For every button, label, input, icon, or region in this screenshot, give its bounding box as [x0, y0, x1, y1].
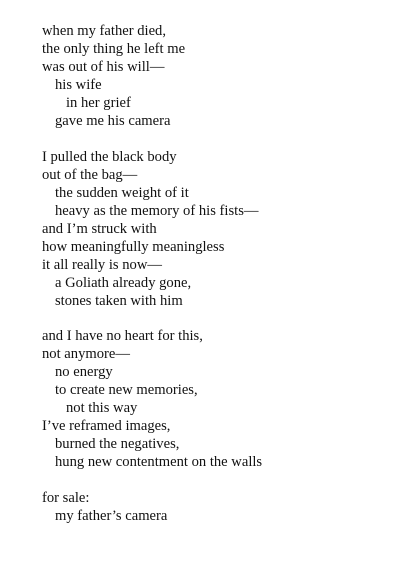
poem-stanza	[42, 327, 262, 471]
poem-line: was out of his will—	[42, 59, 165, 75]
poem-line: gave me his camera	[55, 113, 171, 129]
poem-line: stones taken with him	[55, 292, 183, 309]
poem-line: heavy as the memory of his fists—	[55, 202, 259, 219]
poem-line: the only thing he left me	[42, 41, 186, 57]
poem-line: the sudden weight of it	[55, 184, 189, 201]
poem-line: to create new memories,	[55, 382, 198, 399]
poem-line: his wife	[55, 77, 102, 93]
poem-line: hung new contentment on the walls	[55, 454, 263, 471]
poem-line: no energy	[55, 364, 113, 381]
poem-line: it all really is now—	[42, 256, 162, 273]
poem-line: for sale:	[42, 489, 90, 506]
poem-stanza	[42, 22, 262, 130]
poem-line: not anymore—	[42, 346, 130, 363]
poem-line: a Goliath already gone,	[55, 274, 192, 291]
poem-line: and I’m struck with	[42, 220, 157, 237]
poem-line: when my father died,	[42, 23, 167, 39]
poem-line: how meaningfully meaningless	[42, 238, 225, 255]
poem-line: I pulled the black body	[42, 148, 177, 165]
poem-line: I’ve reframed images,	[42, 418, 171, 435]
poem-line: burned the negatives,	[55, 436, 180, 453]
poem-line: not this way	[66, 400, 138, 417]
poem-line: out of the bag—	[42, 166, 138, 183]
poem-stanza	[42, 489, 262, 525]
poem-stanza	[42, 148, 262, 310]
poem-line: my father’s camera	[55, 507, 168, 524]
poem-line: and I have no heart for this,	[42, 328, 203, 345]
poem-body	[42, 22, 262, 542]
poem-line: in her grief	[66, 95, 131, 111]
